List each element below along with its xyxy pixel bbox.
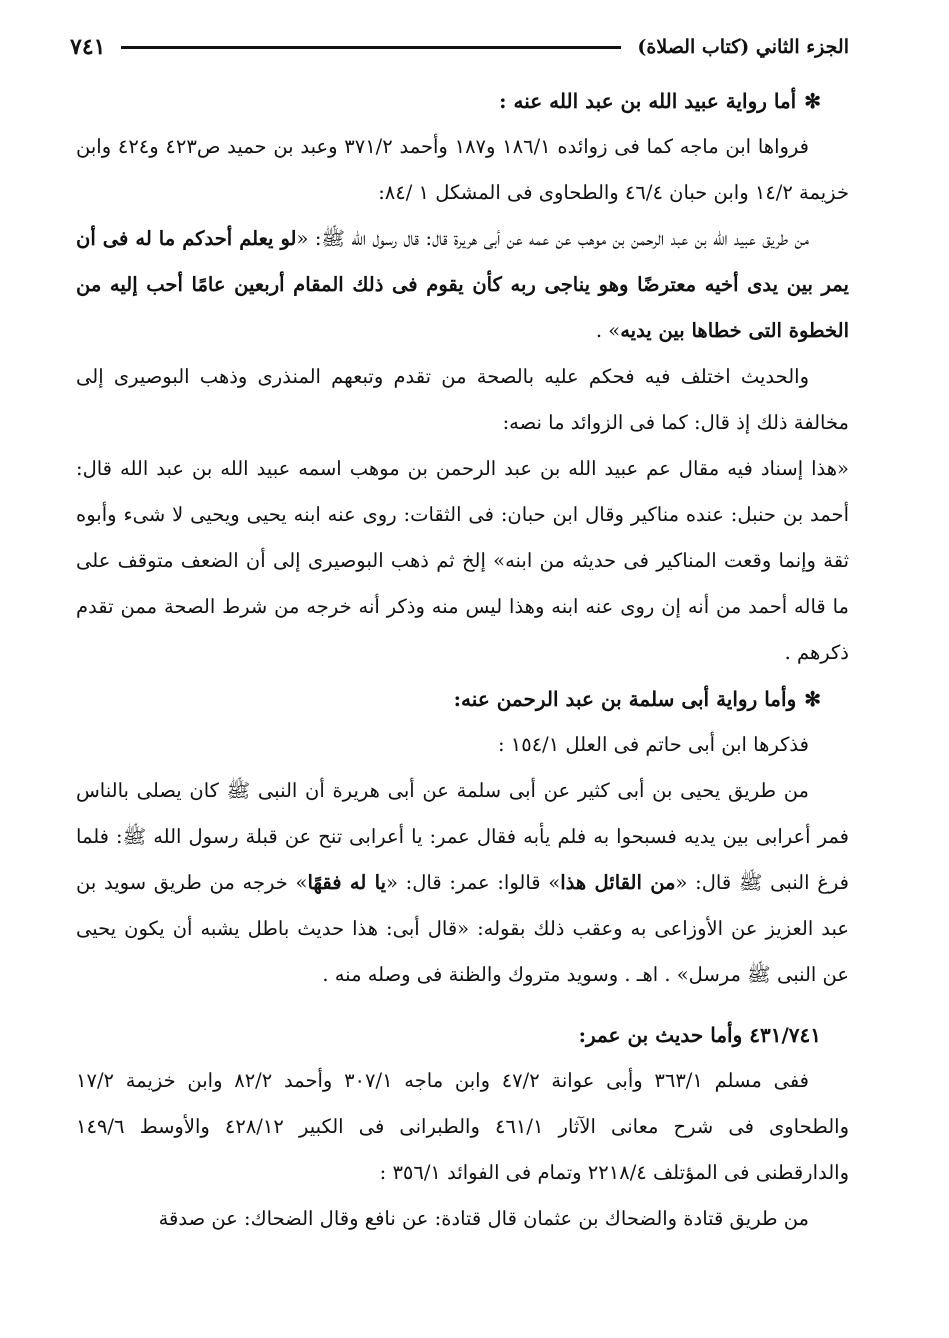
paragraph: ففى مسلم ٣٦٣/١ وأبى عوانة ٤٧/٢ وابن ماجه ٣٠٧/١ وأحمد ٨٢/٢ وابن خزيمة ١٧/٢ والطحاوى فى شرح معانى الآثار ٤٦١/١ والطبرانى فى الكبير ٤٢٨/١٢ والأوسط ١٤٩/٦ والدارقطنى فى المؤتلف ٢٢١٨/٤ وتمام فى الفوائد ٣٥٦/١ :	[76, 1069, 849, 1184]
header-rule	[121, 46, 621, 49]
page-number: ٧٤١	[70, 34, 106, 60]
page-body	[76, 78, 849, 1242]
section-heading-2	[76, 676, 849, 722]
hadith-text: لو يعلم أحدكم ما له فى أن يمر بين يدى أخيه معترضًا وهو يناجى ربه كأن يقوم فى ذلك المقام أربعين عامًا أحب إليه من الخطوة التى خطاها بين يديه	[76, 227, 849, 342]
text-run: من طريق يحيى بن أبى كثير عن أبى سلمة عن أبى هريرة أن النبى ﷺ كان يصلى بالناس فمر أعرابى بين يديه فسبحوا به فلم يأبه فقال عمر: يا أعرابى تنح عن قبلة رسول الله ﷺ: فلما فرغ النبى ﷺ قال: «	[76, 779, 849, 894]
hadith-text: يا له فقهًا	[307, 871, 386, 894]
paragraph	[76, 768, 849, 998]
section-heading-1-text: أما رواية عبيد الله بن عبد الله عنه :	[499, 89, 797, 113]
text-run: من طريق عبيد الله بن عبد الرحمن بن موهب عن عمه عن أبى هريرة قال: قال رسول الله ﷺ: «	[296, 227, 809, 250]
text-run: » .	[595, 319, 621, 342]
paragraph: من طريق قتادة والضحاك بن عثمان قال قتادة: عن نافع وقال الضحاك: عن صدقة	[158, 1207, 809, 1230]
asterisk-icon: ✻	[804, 89, 821, 113]
paragraph: والحديث اختلف فيه فحكم عليه بالصحة من تقدم وتبعهم المنذرى وذهب البوصيرى إلى مخالفة ذلك إذ قال: كما فى الزوائد ما نصه:	[76, 365, 849, 434]
page-header	[70, 30, 849, 64]
hadith-text: من القائل هذا	[560, 871, 676, 894]
running-title: الجزء الثاني (كتاب الصلاة)	[637, 36, 849, 58]
section-heading-3: ٤٣١/٧٤١ وأما حديث بن عمر:	[578, 1023, 821, 1047]
text-run: » قالوا: عمر: قال: «	[386, 871, 561, 894]
section-heading-1	[76, 78, 849, 124]
paragraph: فرواها ابن ماجه كما فى زوائده ١٨٦/١ و١٨٧ وأحمد ٣٧١/٢ وعبد بن حميد ص٤٢٣ و٤٢٤ وابن خزيمة ١٤/٢ وابن حبان ٤٦/٤ والطحاوى فى المشكل ١ /٨٤:	[76, 135, 849, 204]
paragraph: «هذا إسناد فيه مقال عم عبيد الله بن عبد الرحمن بن موهب اسمه عبيد الله بن عبد الله قال: أحمد بن حنبل: عنده مناكير وقال ابن حبان: فى الثقات: روى عنه ابنه يحيى ويحيى لا شىء وأبوه ثقة وإنما وقعت المناكير فى حديثه من ابنه» إلخ ثم ذهب البوصيرى إلى أن الضعف متوقف على ما قاله أحمد من أنه إن روى عنه ابنه وهذا ليس منه وذكر أنه خرجه من شرط الصحة ممن تقدم ذكرهم .	[76, 457, 849, 664]
spacer	[76, 998, 849, 1012]
text-run: » خرجه من طريق سويد بن عبد العزيز عن الأوزاعى به وعقب ذلك بقوله: «قال أبى: هذا حديث باطل يشبه أن يكون يحيى عن النبى ﷺ مرسل» . اهـ . وسويد متروك والظنة فى وصله منه .	[76, 871, 849, 986]
asterisk-icon: ✻	[804, 687, 821, 711]
paragraph	[76, 216, 849, 354]
paragraph: فذكرها ابن أبى حاتم فى العلل ١٥٤/١ :	[497, 733, 809, 756]
section-heading-2-text: وأما رواية أبى سلمة بن عبد الرحمن عنه:	[453, 687, 797, 711]
